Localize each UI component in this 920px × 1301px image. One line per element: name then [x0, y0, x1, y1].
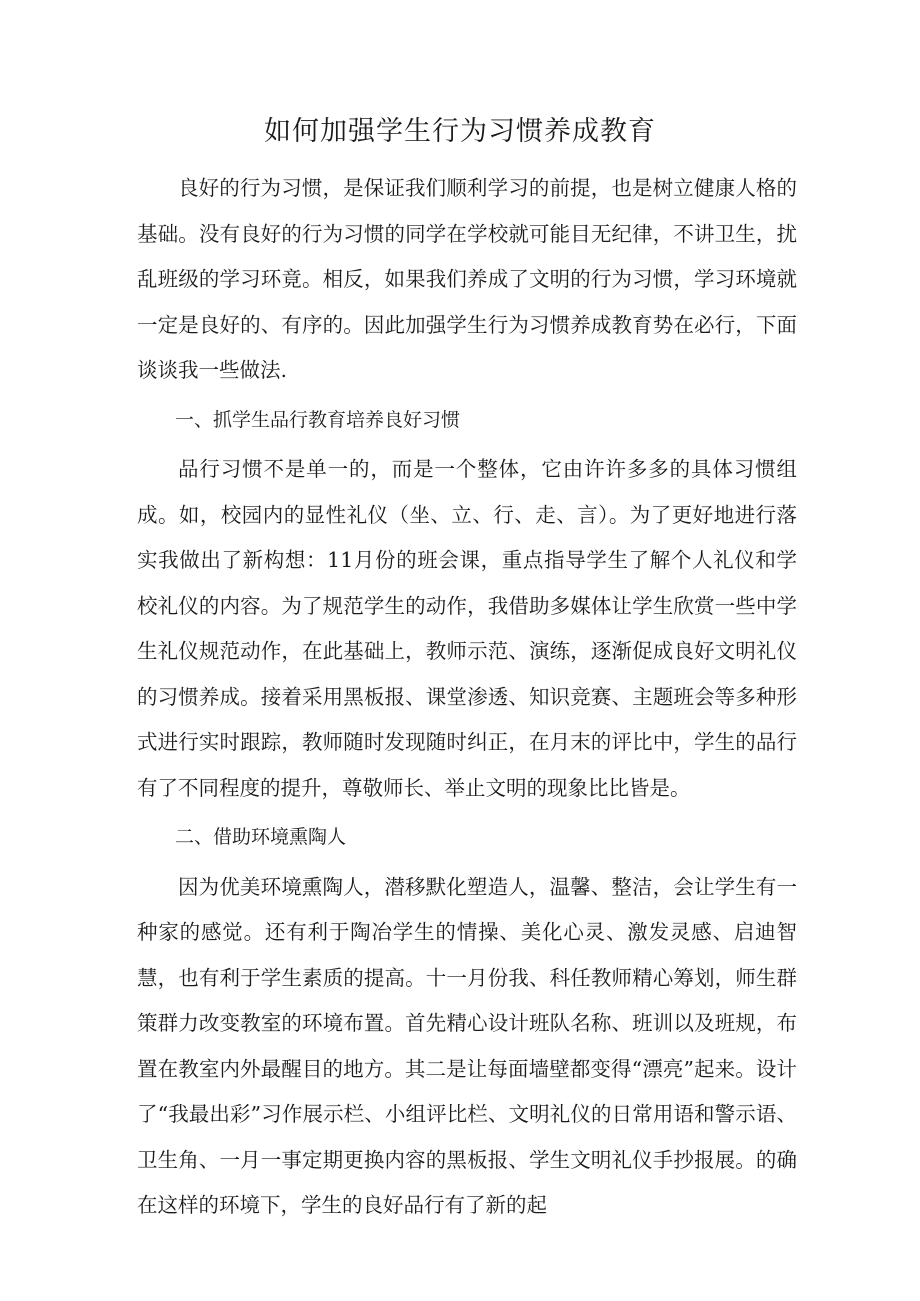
document-title: 如何加强学生行为习惯养成教育: [264, 116, 656, 147]
section-paragraph-1: 品行习惯不是单一的，而是一个整体，它由许许多多的具体习惯组成。如，校园内的显性礼仪（坐、立、行、走、言）。为了更好地进行落实我做出了新构想：11月份的班会课，重点指导学生了解个人礼仪和学校礼仪的内容。为了规范学生的动作，我借助多媒体让学生欣赏一些中学生礼仪规范动作，在此基础上，教师示范、演练，逐渐促成良好文明礼仪的习惯养成。接着采用黑板报、课堂渗透、知识竞赛、主题班会等多种形式进行实时跟踪，教师随时发现随时纠正，在月末的评比中，学生的品行有了不同程度的提升，尊敬师长、举止文明的现象比比皆是。: [137, 457, 797, 800]
section-heading-1: 一、抓学生品行教育培养良好习惯: [175, 408, 461, 431]
intro-paragraph: 良好的行为习惯，是保证我们顺利学习的前提，也是树立健康人格的基础。没有良好的行为习惯的同学在学校就可能目无纪律，不讲卫生，扰乱班级的学习环竟。相反，如果我们养成了文明的行为习惯，学习环境就一定是良好的、有序的。因此加强学生行为习惯养成教育势在必行，下面谈谈我一些做法.: [137, 176, 797, 382]
section-paragraph-2: 因为优美环境熏陶人，潜移默化塑造人，温馨、整洁，会让学生有一种家的感觉。还有利于陶冶学生的情操、美化心灵、激发灵感、启迪智慧，也有利于学生素质的提高。十一月份我、科任教师精心筹划，师生群策群力改变教室的环境布置。首先精心设计班队名称、班训以及班规，布置在教室内外最醒目的地方。其二是让每面墙壁都变得“漂亮”起来。设计了“我最出彩”习作展示栏、小组评比栏、文明礼仪的日常用语和警示语、卫生角、一月一事定期更换内容的黑板报、学生文明礼仪手抄报展。的确在这样的环境下，学生的良好品行有了新的起: [137, 874, 797, 1217]
document-body: [137, 166, 797, 1229]
section-heading-2: 二、借助环境熏陶人: [175, 826, 347, 848]
